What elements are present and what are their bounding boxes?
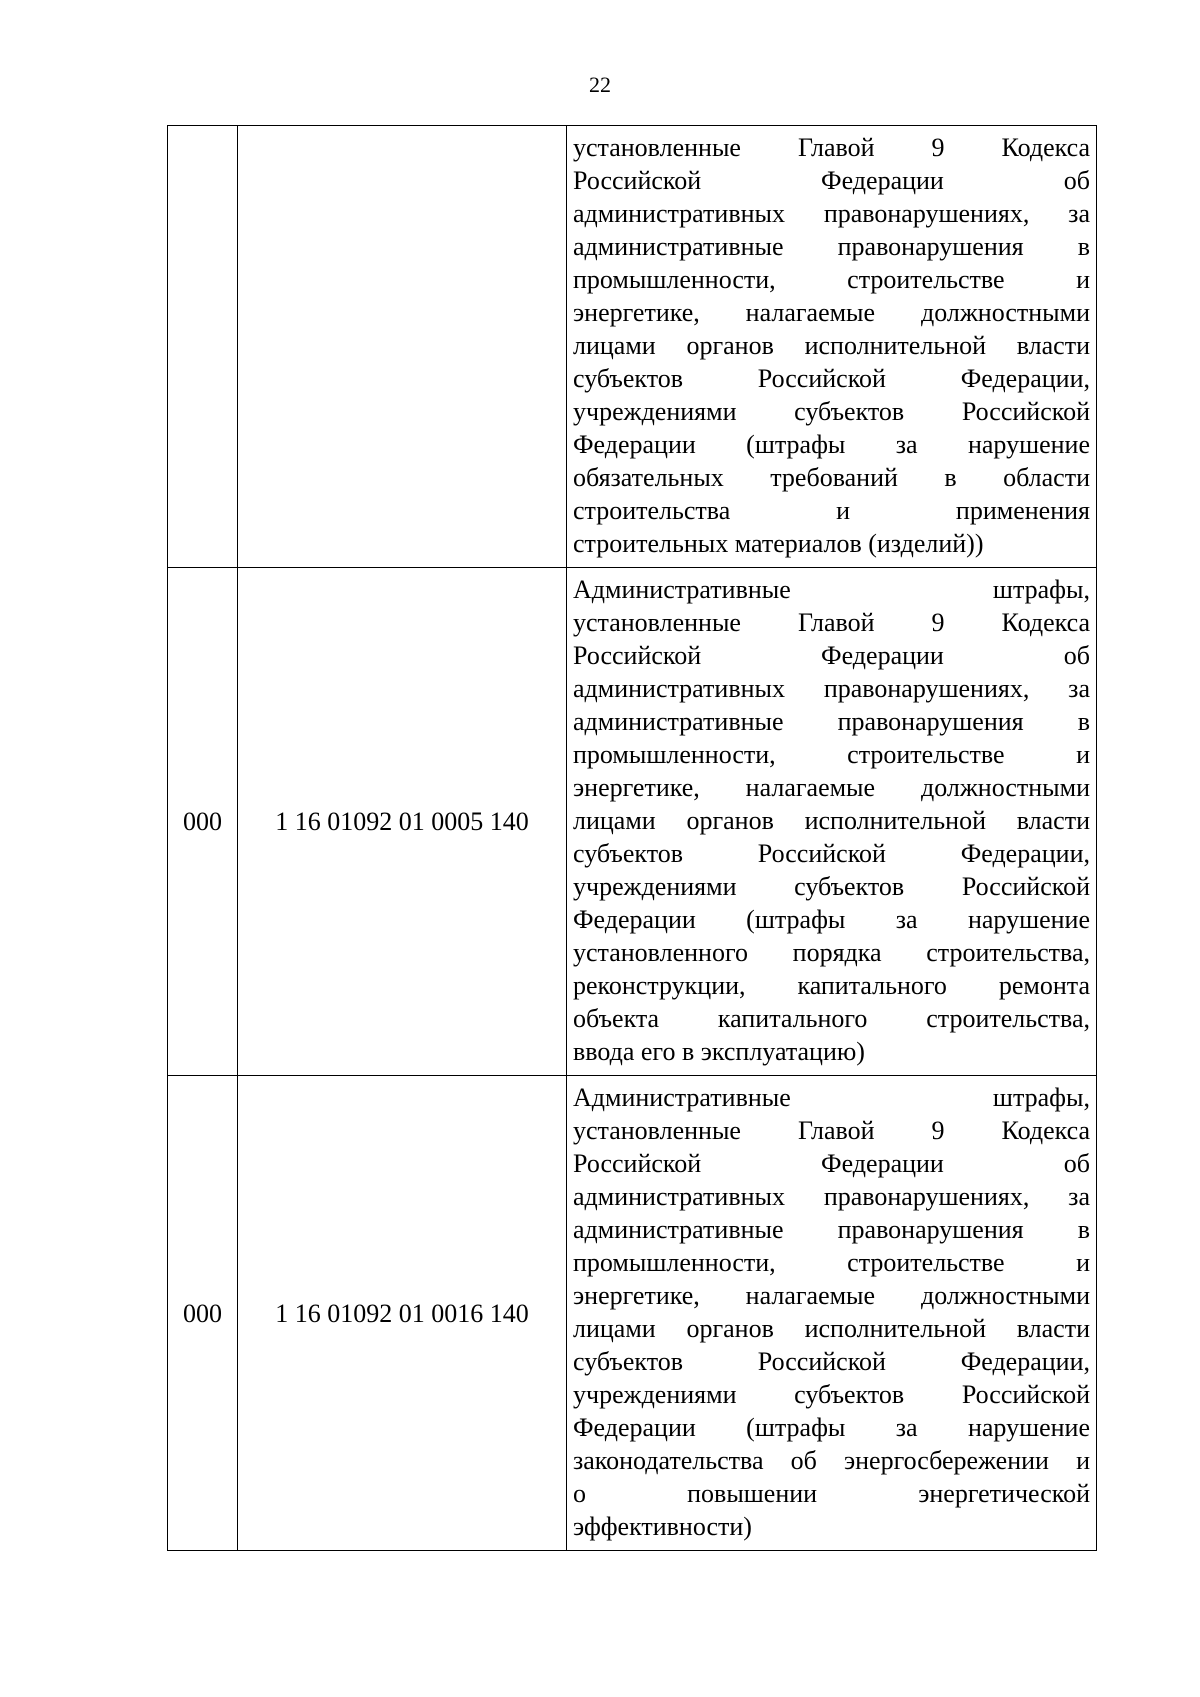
table-row bbox=[168, 568, 1097, 1076]
description-line: учреждениями субъектов Российской bbox=[573, 1380, 1090, 1409]
description-line: объекта капитального строительства, bbox=[573, 1004, 1090, 1033]
description-line: ввода его в эксплуатацию) bbox=[573, 1037, 865, 1066]
admin-code-cell: 000 bbox=[168, 568, 238, 1076]
description-line: административные правонарушения в bbox=[573, 1215, 1090, 1244]
description-line: строительства и применения bbox=[573, 496, 1090, 525]
description-line: промышленности, строительстве и bbox=[573, 265, 1090, 294]
description-line: учреждениями субъектов Российской bbox=[573, 397, 1090, 426]
description-line: обязательных требований в области bbox=[573, 463, 1090, 492]
description-line: административных правонарушениях, за bbox=[573, 674, 1090, 703]
description-line: Российской Федерации об bbox=[573, 166, 1090, 195]
description-line: административных правонарушениях, за bbox=[573, 199, 1090, 228]
kbk-code-cell: 1 16 01092 01 0005 140 bbox=[238, 568, 567, 1076]
admin-code-cell bbox=[168, 126, 238, 568]
description-line: учреждениями субъектов Российской bbox=[573, 872, 1090, 901]
description-line: субъектов Российской Федерации, bbox=[573, 1347, 1090, 1376]
description-line: административные правонарушения в bbox=[573, 707, 1090, 736]
description-line: эффективности) bbox=[573, 1512, 752, 1541]
admin-code-cell: 000 bbox=[168, 1076, 238, 1551]
description-line: промышленности, строительстве и bbox=[573, 1248, 1090, 1277]
kbk-code-cell: 1 16 01092 01 0016 140 bbox=[238, 1076, 567, 1551]
description-cell bbox=[567, 568, 1097, 1076]
description-line: Административные штрафы, bbox=[573, 575, 1090, 604]
description-line: энергетике, налагаемые должностными bbox=[573, 298, 1090, 327]
kbk-table-body bbox=[168, 126, 1097, 1551]
description-line: Федерации (штрафы за нарушение bbox=[573, 430, 1090, 459]
description-line: лицами органов исполнительной власти bbox=[573, 1314, 1090, 1343]
description-line: энергетике, налагаемые должностными bbox=[573, 1281, 1090, 1310]
kbk-table bbox=[167, 125, 1097, 1551]
description-line: промышленности, строительстве и bbox=[573, 740, 1090, 769]
description-line: Российской Федерации об bbox=[573, 641, 1090, 670]
description-line: установленные Главой 9 Кодекса bbox=[573, 1116, 1090, 1145]
page-number: 22 bbox=[589, 72, 611, 97]
description-line: законодательства об энергосбережении и bbox=[573, 1446, 1090, 1475]
description-line: субъектов Российской Федерации, bbox=[573, 364, 1090, 393]
description-cell bbox=[567, 1076, 1097, 1551]
description-line: лицами органов исполнительной власти bbox=[573, 806, 1090, 835]
description-line: строительных материалов (изделий)) bbox=[573, 529, 984, 558]
description-line: установленного порядка строительства, bbox=[573, 938, 1090, 967]
description-line: лицами органов исполнительной власти bbox=[573, 331, 1090, 360]
description-line: Российской Федерации об bbox=[573, 1149, 1090, 1178]
description-line: реконструкции, капитального ремонта bbox=[573, 971, 1090, 1000]
description-line: административные правонарушения в bbox=[573, 232, 1090, 261]
description-line: энергетике, налагаемые должностными bbox=[573, 773, 1090, 802]
table-row bbox=[168, 126, 1097, 568]
description-cell bbox=[567, 126, 1097, 568]
table-row bbox=[168, 1076, 1097, 1551]
description-line: Административные штрафы, bbox=[573, 1083, 1090, 1112]
description-line: Федерации (штрафы за нарушение bbox=[573, 905, 1090, 934]
description-line: о повышении энергетической bbox=[573, 1479, 1090, 1508]
description-line: установленные Главой 9 Кодекса bbox=[573, 608, 1090, 637]
description-line: Федерации (штрафы за нарушение bbox=[573, 1413, 1090, 1442]
kbk-code-cell bbox=[238, 126, 567, 568]
description-line: административных правонарушениях, за bbox=[573, 1182, 1090, 1211]
description-line: субъектов Российской Федерации, bbox=[573, 839, 1090, 868]
description-line: установленные Главой 9 Кодекса bbox=[573, 133, 1090, 162]
